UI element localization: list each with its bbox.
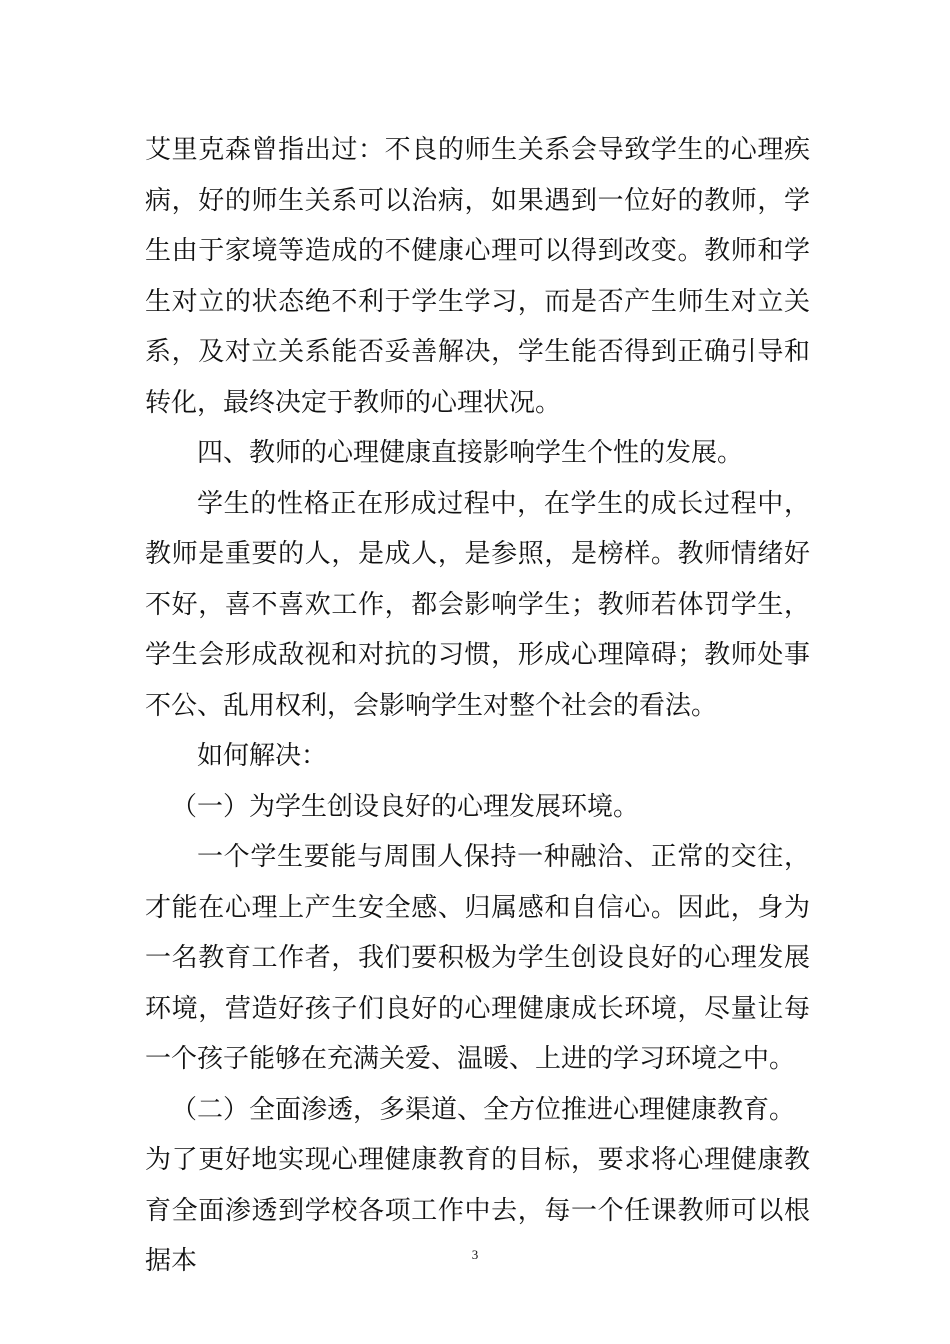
page-number: 3 [471,1247,479,1262]
heading-section-four: 四、教师的心理健康直接影响学生个性的发展。 [197,438,744,468]
paragraph-penetration: 为了更好地实现心理健康教育的目标，要求将心理健康教育全面渗透到学校各项工作中去，每一个任课教师可以根据本 [145,1145,810,1276]
heading-item-one: （一）为学生创设良好的心理发展环境。 [171,791,640,822]
heading-item-two: （二）全面渗透，多渠道、全方位推进心理健康教育。 [171,1094,796,1125]
body-text [145,125,810,1287]
paragraph-environment: 一个学生要能与周围人保持一种融洽、正常的交往，才能在心理上产生安全感、归属感和自信心。因此，身为一名教育工作者，我们要积极为学生创设良好的心理发展环境，营造好孩子们良好的心理健康成长环境，尽量让每一个孩子能够在充满关爱、温暖、上进的学习环境之中。 [145,842,810,1074]
heading-how-to-solve: 如何解决： [197,741,328,771]
paragraph-erikson: 艾里克森曾指出过：不良的师生关系会导致学生的心理疾病，好的师生关系可以治病，如果遇到一位好的教师，学生由于家境等造成的不健康心理可以得到改变。教师和学生对立的状态绝不利于学生学习，而是否产生师生对立关系，及对立关系能否妥善解决，学生能否得到正确引导和转化，最终决定于教师的心理状况。 [145,135,810,418]
paragraph-personality: 学生的性格正在形成过程中，在学生的成长过程中，教师是重要的人，是成人，是参照，是榜样。教师情绪好不好，喜不喜欢工作，都会影响学生；教师若体罚学生，学生会形成敌视和对抗的习惯，形成心理障碍；教师处事不公、乱用权利，会影响学生对整个社会的看法。 [145,488,810,721]
